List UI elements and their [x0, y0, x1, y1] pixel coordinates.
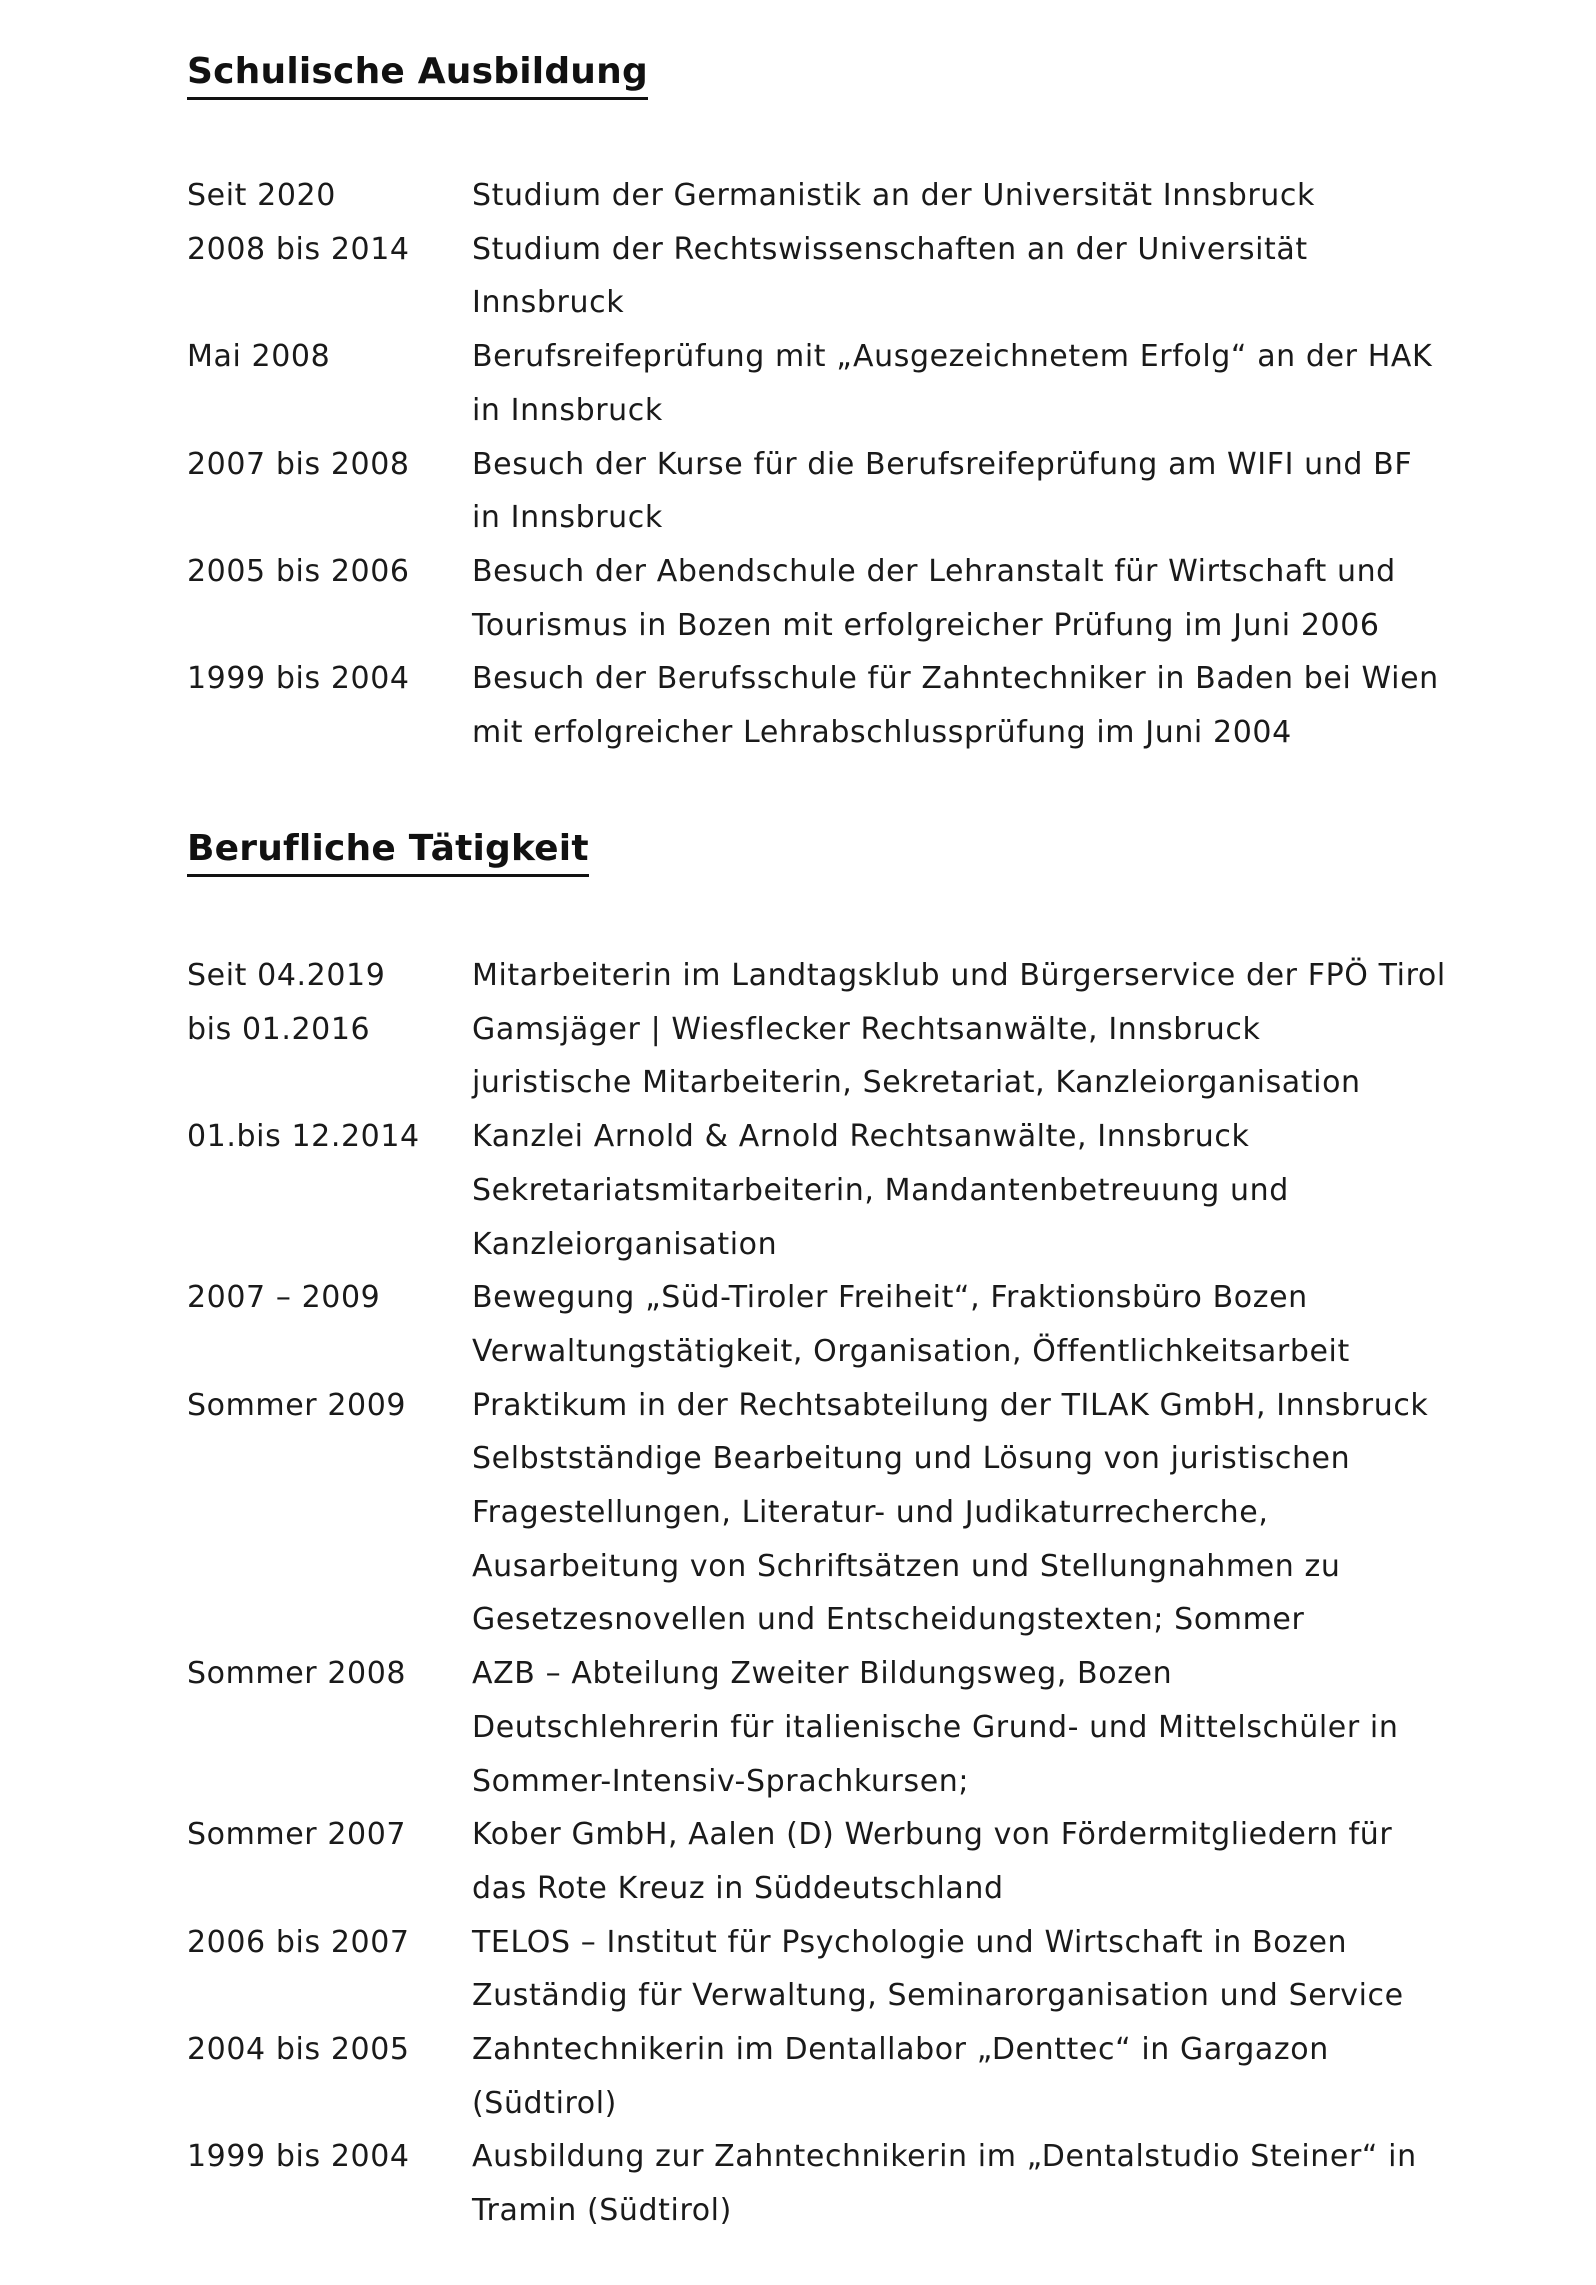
entry-row	[187, 1110, 1447, 1271]
entry-row	[187, 223, 1447, 330]
entry-description-line: TELOS – Institut für Psychologie und Wirtschaft in Bozen	[472, 1924, 1348, 1960]
entry-date: 1999 bis 2004	[187, 2139, 410, 2175]
entry-description	[472, 2130, 1447, 2237]
entry-date: Sommer 2007	[187, 1817, 407, 1853]
entry-description	[472, 223, 1447, 330]
entry-row	[187, 438, 1447, 545]
entry-date: 01.bis 12.2014	[187, 1119, 420, 1155]
entry-row	[187, 1271, 1447, 1378]
entry-description-line: in Innsbruck	[472, 392, 663, 428]
entry-row	[187, 2023, 1447, 2130]
entry-description-line: Besuch der Berufsschule für Zahntechniker in Baden bei Wien	[472, 661, 1439, 697]
entry-description-line: in Innsbruck	[472, 500, 663, 536]
entry-date: 2004 bis 2005	[187, 2032, 410, 2068]
entry-row	[187, 1003, 1447, 1110]
entry-description-line: Deutschlehrerin für italienische Grund- und Mittelschüler in	[472, 1709, 1399, 1745]
entry-date: Sommer 2009	[187, 1387, 407, 1423]
entry-description	[472, 1916, 1447, 2023]
entry-description	[472, 1003, 1447, 1110]
entry-row	[187, 169, 1447, 223]
entry-description-line: Kober GmbH, Aalen (D) Werbung von Fördermitgliedern für	[472, 1817, 1393, 1853]
entry-description	[472, 1271, 1447, 1378]
entry-description-line: juristische Mitarbeiterin, Sekretariat, Kanzleiorganisation	[472, 1065, 1361, 1101]
entry-description-line: Besuch der Kurse für die Berufsreifeprüfung am WIFI und BF	[472, 446, 1413, 482]
entry-row	[187, 1647, 1447, 1808]
entry-description	[472, 1110, 1447, 1271]
entry-description-line: Fragestellungen, Literatur- und Judikaturrecherche,	[472, 1495, 1269, 1531]
entry-description-line: mit erfolgreicher Lehrabschlussprüfung im Juni 2004	[472, 715, 1292, 751]
entry-description-line: Sommer-Intensiv-Sprachkursen;	[472, 1763, 970, 1799]
entry-description	[472, 2023, 1447, 2130]
entry-description-line: Kanzleiorganisation	[472, 1226, 778, 1262]
entry-description-line: Studium der Germanistik an der Universität Innsbruck	[472, 178, 1315, 213]
entry-date: bis 01.2016	[187, 1011, 371, 1047]
entry-row	[187, 652, 1447, 759]
entry-description-line: Ausarbeitung von Schriftsätzen und Stellungnahmen zu	[472, 1548, 1341, 1584]
entry-description-line: Gamsjäger | Wiesflecker Rechtsanwälte, Innsbruck	[472, 1011, 1261, 1047]
entry-description	[472, 545, 1447, 652]
entry-row	[187, 1379, 1447, 1648]
entry-date: Seit 2020	[187, 178, 336, 213]
education-entries-list	[187, 169, 1447, 760]
entry-date: 2007 – 2009	[187, 1280, 381, 1316]
entry-description	[472, 1647, 1447, 1808]
entry-description	[472, 1808, 1447, 1915]
entry-date: 2005 bis 2006	[187, 553, 410, 589]
entry-description-line: Selbstständige Bearbeitung und Lösung von juristischen	[472, 1441, 1351, 1477]
entry-description-line: Verwaltungstätigkeit, Organisation, Öffentlichkeitsarbeit	[472, 1333, 1350, 1369]
entry-row	[187, 545, 1447, 652]
entry-date: 1999 bis 2004	[187, 661, 410, 697]
entry-row	[187, 1808, 1447, 1915]
entry-date: 2007 bis 2008	[187, 446, 410, 482]
entry-description	[472, 169, 1447, 223]
section-heading-berufliche-taetigkeit: Berufliche Tätigkeit	[187, 824, 589, 877]
entry-description-line: Tramin (Südtirol)	[472, 2193, 732, 2229]
entry-description-line: Praktikum in der Rechtsabteilung der TILAK GmbH, Innsbruck	[472, 1387, 1429, 1423]
entry-description	[472, 1379, 1447, 1648]
entry-description-line: Mitarbeiterin im Landtagsklub und Bürgerservice der FPÖ Tirol	[472, 958, 1446, 993]
entry-description-line: Tourismus in Bozen mit erfolgreicher Prüfung im Juni 2006	[472, 607, 1380, 643]
entry-description-line: das Rote Kreuz in Süddeutschland	[472, 1870, 1004, 1906]
entry-description-line: Besuch der Abendschule der Lehranstalt für Wirtschaft und	[472, 553, 1396, 589]
entry-description-line: Berufsreifeprüfung mit „Ausgezeichnetem Erfolg“ an der HAK	[472, 339, 1433, 375]
entry-date: Sommer 2008	[187, 1656, 407, 1692]
entry-description	[472, 330, 1447, 437]
entry-description-line: Zahntechnikerin im Dentallabor „Denttec“ in Gargazon	[472, 2032, 1329, 2068]
entry-description-line: (Südtirol)	[472, 2085, 617, 2121]
entry-date: 2008 bis 2014	[187, 231, 410, 267]
entry-description-line: Sekretariatsmitarbeiterin, Mandantenbetreuung und	[472, 1172, 1289, 1208]
entry-row	[187, 949, 1447, 1003]
entry-date: 2006 bis 2007	[187, 1924, 410, 1960]
entry-description-line: Studium der Rechtswissenschaften an der Universität	[472, 231, 1308, 267]
entry-date: Seit 04.2019	[187, 958, 386, 993]
entry-description-line: Gesetzesnovellen und Entscheidungstexten; Sommer	[472, 1602, 1305, 1638]
entry-description	[472, 949, 1447, 1003]
entry-date: Mai 2008	[187, 339, 331, 375]
entry-description-line: Innsbruck	[472, 285, 625, 321]
career-entries-list	[187, 949, 1447, 2238]
entry-description-line: Ausbildung zur Zahntechnikerin im „Dentalstudio Steiner“ in	[472, 2139, 1417, 2175]
entry-description-line: AZB – Abteilung Zweiter Bildungsweg, Bozen	[472, 1656, 1173, 1692]
entry-description-line: Kanzlei Arnold & Arnold Rechtsanwälte, Innsbruck	[472, 1119, 1250, 1155]
entry-row	[187, 1916, 1447, 2023]
entry-row	[187, 330, 1447, 437]
entry-row	[187, 2130, 1447, 2237]
entry-description-line: Bewegung „Süd-Tiroler Freiheit“, Fraktionsbüro Bozen	[472, 1280, 1308, 1316]
entry-description	[472, 652, 1447, 759]
entry-description-line: Zuständig für Verwaltung, Seminarorganisation und Service	[472, 1978, 1404, 2014]
section-heading-schulische-ausbildung: Schulische Ausbildung	[187, 47, 648, 100]
entry-description	[472, 438, 1447, 545]
